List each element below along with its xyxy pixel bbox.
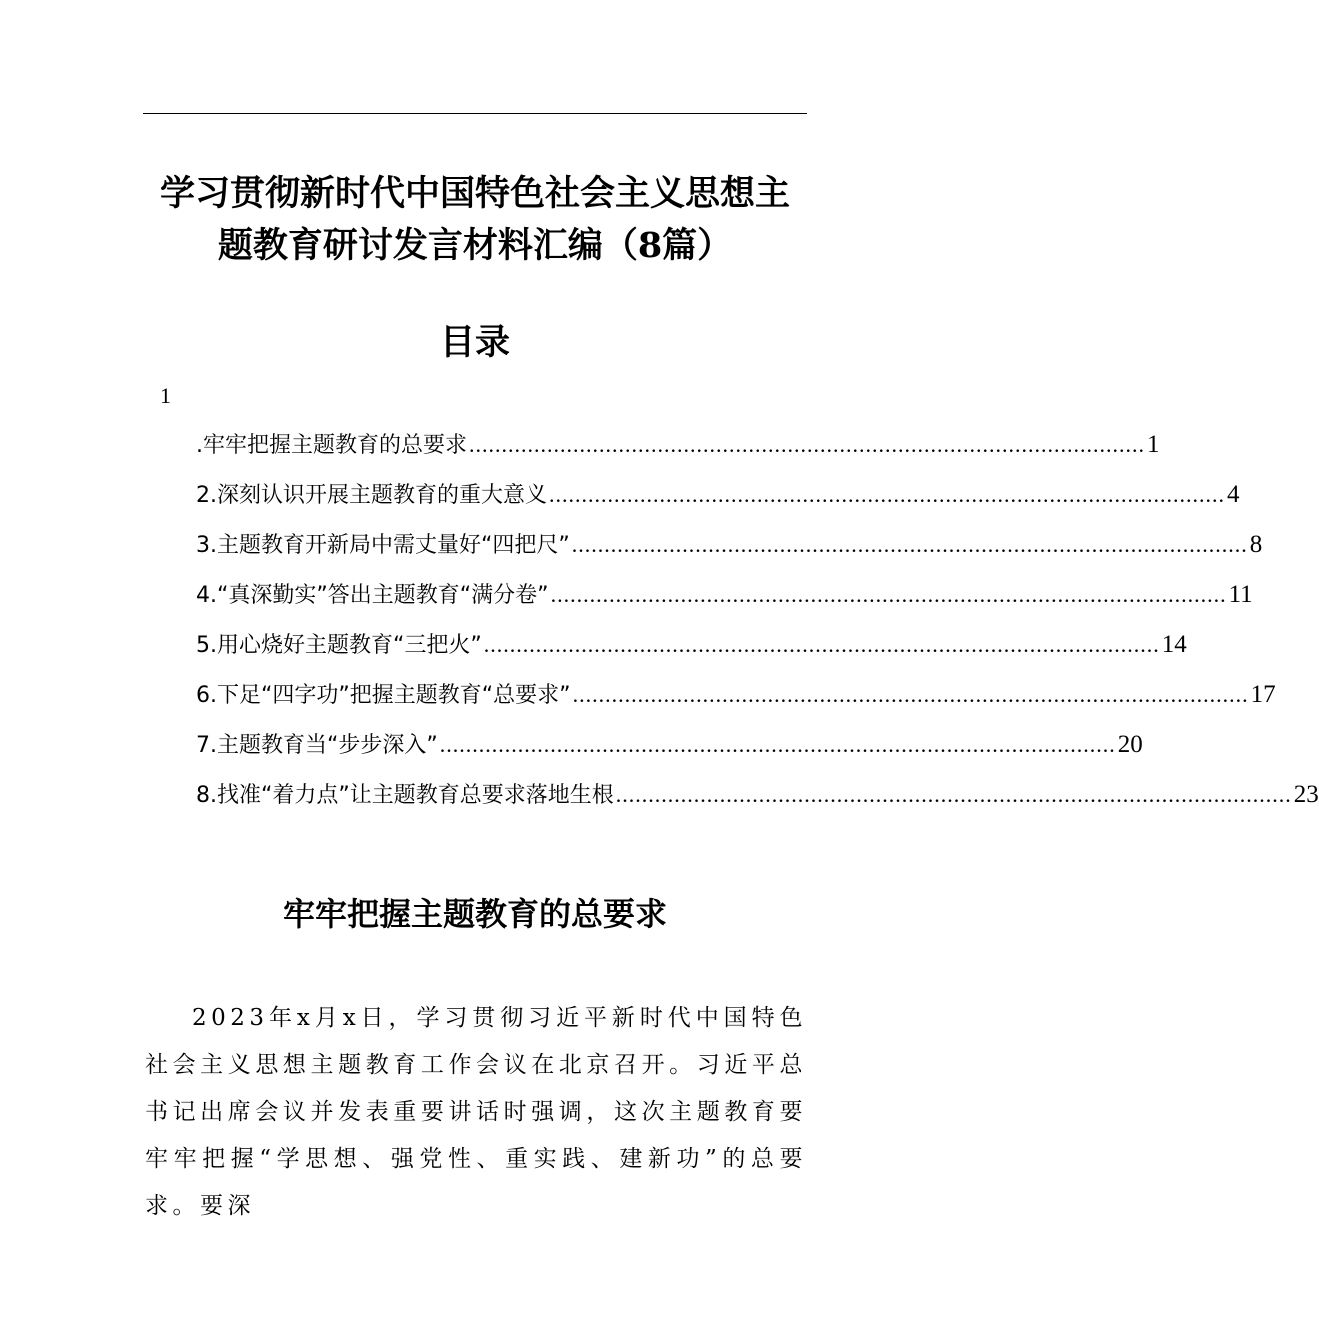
toc-entry-page: 14 xyxy=(1161,631,1187,658)
body-paragraph: 2023年x月x日，学习贯彻习近平新时代中国特色社会主义思想主题教育工作会议在北京召开。习近平总书记出席会议并发表重要讲话时强调，这次主题教育要牢牢把握“学思想、强党性、重实践、建新功”的总要求。要深 xyxy=(145,1005,807,1219)
document-title-line-1: 学习贯彻新时代中国特色社会主义思想主 xyxy=(159,173,790,214)
toc-entry-page: 20 xyxy=(1117,731,1143,758)
toc-entry-2[interactable] xyxy=(196,470,1240,520)
toc-entry-page: 11 xyxy=(1228,581,1253,608)
toc-entry-3[interactable] xyxy=(196,520,1263,570)
toc-leader-dots: ........................................................................................................ xyxy=(550,582,1227,607)
toc-leader-dots: ........................................................................................................ xyxy=(469,432,1145,457)
toc-entry-1[interactable] xyxy=(196,420,1160,470)
toc-entry-page: 17 xyxy=(1250,681,1276,708)
toc-entry-4[interactable] xyxy=(196,570,1253,620)
document-title xyxy=(143,168,807,272)
toc-leader-dots: ........................................................................................................ xyxy=(549,482,1225,507)
toc-leader-dots: ........................................................................................................ xyxy=(571,532,1248,557)
toc-entry-title: 2.深刻认识开展主题教育的重大意义 xyxy=(196,483,547,508)
toc-entry-title: 7.主题教育当“步步深入” xyxy=(196,733,438,758)
table-of-contents xyxy=(196,420,1319,820)
toc-entry-page: 8 xyxy=(1249,531,1263,558)
toc-entry-8[interactable] xyxy=(196,770,1319,820)
toc-entry-title: .牢牢把握主题教育的总要求 xyxy=(196,433,467,458)
toc-entry-6[interactable] xyxy=(196,670,1276,720)
toc-leader-dots: ........................................................................................................ xyxy=(439,732,1116,757)
toc-entry-page: 1 xyxy=(1147,431,1160,458)
section-title: 牢牢把握主题教育的总要求 xyxy=(282,895,667,933)
toc-entry-page: 4 xyxy=(1227,481,1240,508)
toc-entry-5[interactable] xyxy=(196,620,1187,670)
header-rule xyxy=(143,113,807,114)
toc-leader-dots: ........................................................................................................ xyxy=(615,782,1292,807)
toc-entry-title: 5.用心烧好主题教育“三把火” xyxy=(196,633,482,658)
toc-entry-7[interactable] xyxy=(196,720,1143,770)
toc-heading: 目录 xyxy=(439,322,510,363)
toc-leader-dots: ........................................................................................................ xyxy=(483,632,1160,657)
toc-entry-page: 23 xyxy=(1293,781,1319,808)
toc-entry-title: 6.下足“四字功”把握主题教育“总要求” xyxy=(196,683,571,708)
toc-leader-dots: ........................................................................................................ xyxy=(572,682,1249,707)
toc-entry-title: 4.“真深勤实”答出主题教育“满分卷” xyxy=(196,583,549,608)
toc-entry-title: 3.主题教育开新局中需丈量好“四把尺” xyxy=(196,533,570,558)
toc-marker: 1 xyxy=(160,383,171,408)
document-title-line-2: 题教育研讨发言材料汇编（8篇） xyxy=(217,225,733,266)
toc-entry-title: 8.找准“着力点”让主题教育总要求落地生根 xyxy=(196,783,614,808)
